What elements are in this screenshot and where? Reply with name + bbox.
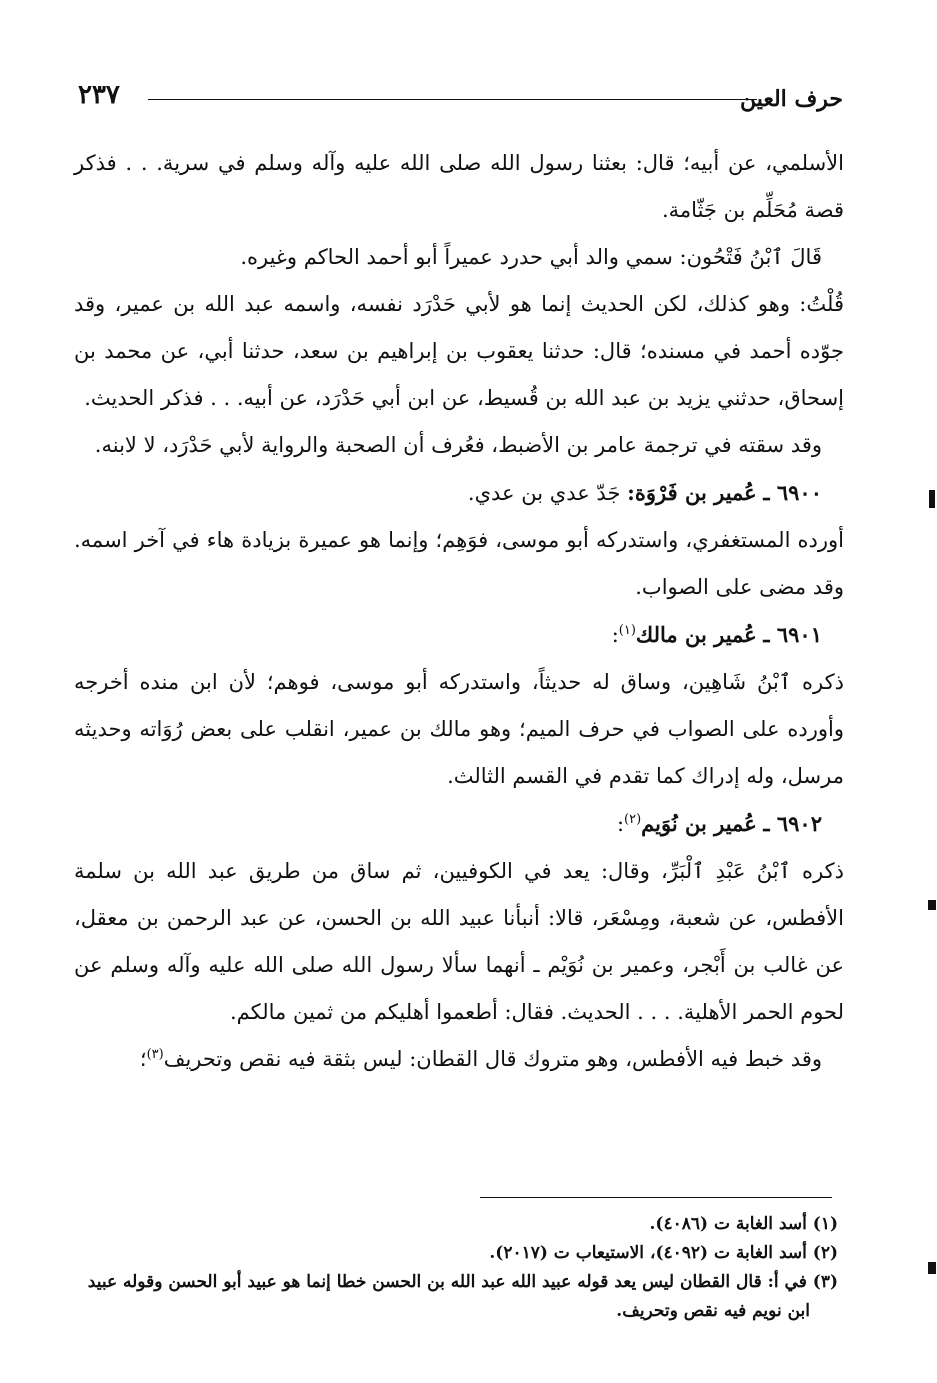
header-rule [148,99,757,100]
footnote-1: (١) أسد الغابة ت (٤٠٨٦). [649,1214,838,1234]
paragraph-end: ؛ [139,1047,147,1071]
scan-edge-mark [928,900,936,910]
footnote-2: (٢) أسد الغابة ت (٤٠٩٢)، الاستيعاب ت (٢٠١٧). [489,1243,838,1263]
paragraph: أورده المستغفري، واستدركه أبو موسى، فوَهِم؛ وإنما هو عميرة بزيادة هاء في آخر اسمه. وقد مضى على الصواب. [74,528,844,599]
page-header [78,80,843,120]
entry-number: ٦٩٠٠ ـ [763,480,822,505]
entry-name: عُمير بن مالك [635,622,757,647]
entry-colon: : [611,623,619,647]
paragraph: قُلْتُ: وهو كذلك، لكن الحديث إنما هو لأبي حَدْرَد نفسه، واسمه عبد الله بن عمير، وقد جوّده أحمد في مسنده؛ قال: حدثنا يعقوب بن إبراهيم بن سعد، حدثنا أبي، عن محمد بن إسحاق، حدثني يزيد بن عبد الله بن قُسيط، عن ابن أبي حَدْرَد، عن أبيه. . . فذكر الحديث. [74,292,844,410]
paragraph: الأسلمي، عن أبيه؛ قال: بعثنا رسول الله صلى الله عليه وآله وسلم في سرية. . . فذكر قصة مُحَلِّم بن جَثّامة. [74,151,844,222]
entry-6901-heading [74,611,844,659]
footnote-separator [480,1197,832,1198]
footnote-3: (٣) في أ: قال القطان ليس يعد قوله عبيد الله عبد الله بن الحسن خطا إنما هو عبيد أبو الحسن وقوله عبيد [87,1272,838,1292]
running-title: حرف العين [739,86,843,112]
paragraph: قَالَ ٱبْنُ فَتْحُون: سمي والد أبي حدرد عميراً أبو أحمد الحاكم وغيره. [240,245,822,269]
page-number: ٢٣٧ [78,80,120,110]
footnote-marker: (٢) [624,812,642,827]
entry-number: ٦٩٠١ ـ [763,622,822,647]
entry-colon: : [616,812,625,836]
entry-number: ٦٩٠٢ ـ [763,811,822,836]
main-text [74,140,844,1083]
paragraph-text: وقد خبط فيه الأفطس، وهو متروك قال القطان: ليس بثقة فيه نقص وتحريف [163,1047,822,1071]
entry-6902-heading [74,800,844,848]
footnote-3-continuation: ابن نويم فيه نقص وتحريف. [616,1301,810,1321]
footnote-marker: (١) [618,623,636,638]
entry-name: عُمير بن فَرْوَة: [627,480,757,505]
footnotes [66,1210,838,1326]
paragraph [74,1036,844,1083]
paragraph: وقد سقته في ترجمة عامر بن الأضبط، فعُرف أن الصحبة والرواية لأبي حَدْرَد، لا لابنه. [94,433,822,457]
entry-name: عُمير بن نُوَيم [641,811,757,836]
paragraph: ذكره ٱبْنُ شَاهِين، وساق له حديثاً، واستدركه أبو موسى، فوهم؛ لأن ابن منده أخرجه وأورده على الصواب في حرف الميم؛ وهو مالك بن عمير، انقلب على بعض رُوَاته وحديثه مرسل، وله إدراك كما تقدم في القسم الثالث. [74,670,844,788]
footnote-marker: (٣) [146,1047,164,1062]
entry-description: جَدّ عدي بن عدي. [467,481,621,505]
entry-6900-heading [74,469,844,517]
paragraph: ذكره ٱبْنُ عَبْدِ ٱلْبَرِّ، وقال: يعد في الكوفيين، ثم ساق من طريق عبد الله بن سلمة الأفطس، عن شعبة، ومِسْعَر، قالا: أنبأنا عبيد الله بن الحسن، عن عبد الرحمن بن معقل، عن غالب بن أَبْجر، وعمير بن نُوَيْم ـ أنهما سألا رسول الله صلى الله عليه وآله وسلم عن لحوم الحمر الأهلية. . . . الحديث. فقال: أطعموا أهليكم من ثمين مالكم. [74,859,844,1024]
scan-edge-mark [928,1262,936,1274]
scan-edge-mark [929,490,935,508]
